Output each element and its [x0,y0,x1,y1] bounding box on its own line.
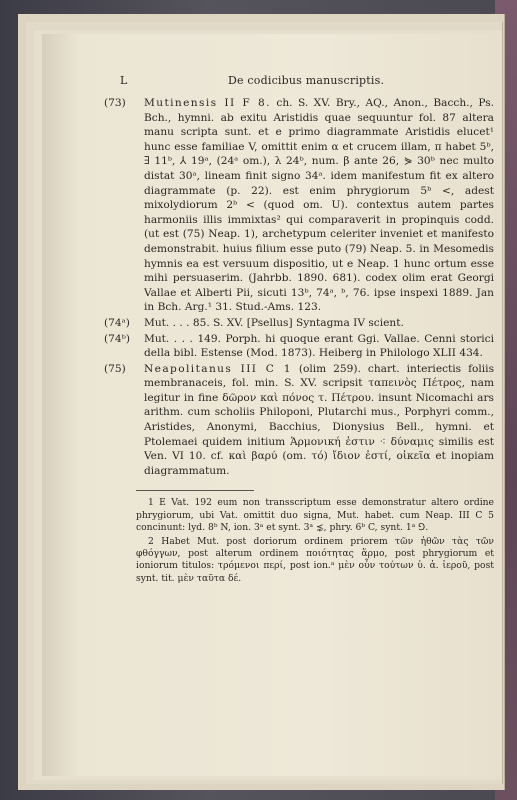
entry-body: Mut. . . . 85. S. XV. [Psellus] Syntagma IV scient. [144,316,404,329]
entry-number: (75) [104,362,126,375]
footnotes [104,497,494,584]
entry-number: (73) [104,97,126,109]
footnote-rule [136,490,254,491]
page-folio: L [120,74,128,87]
entry-lead: Neapolitanus III C 1 [144,362,292,375]
running-title: De codicibus manuscriptis. [228,74,385,87]
entry-body: Mut. . . . 149. Porph. hi quoque erant Ggi. Vallae. Cenni storici della bibl. Estense (Mod. 1873). Heiberg in Philologo XLII 434. [144,332,494,360]
entry-text [144,316,494,331]
catalog-entry [104,332,494,361]
running-head [42,74,500,88]
catalog-entry [104,316,494,331]
catalog-entry [104,362,494,479]
entry-body: (olim 259). chart. interiectis foliis membranaceis, fol. min. S. XV. scripsit ταπεινὸς Πέτρος, nam legitur in fine δῶρον καὶ πόνος τ. Πέτρου. insunt Nicomachi ars arithm. cum scholiis Philoponi, Plutarchi mus., Porphyri comm., Aristides, Anonymi, Bacchius, Dionysius Bell., hymni. et Ptolemaei quidem initium Ἁρμονική ἐστιν ⁖ δύναμις similis est Ven. VI 10. cf. καὶ βαρύ (om. τό) ἴδιον ἐστί, οἰκεῖα et inopiam diagrammatum. [144,362,495,477]
entry-lead: Mutinensis II F 8. [144,97,271,109]
book-page [42,34,500,776]
footnote: 1 E Vat. 192 eum non transscriptum esse demonstratur altero ordine phrygiorum, ubi Vat. omittit duo signa, Mut. habet. cum Neap. III C 5 concinunt: lyd. 8ᵇ N, ion. 3ᵃ et synt. 3ᵃ ⋨, phry. 6ᵇ C, synt. 1ᵃ ⅁. [136,497,494,533]
entry-text [144,362,494,479]
page-body [104,96,494,587]
entry-text [144,332,494,361]
entry-body: ch. S. XV. Bry., AQ., Anon., Bacch., Ps. Bch., hymni. ab exitu Aristidis quae sequuntur fol. 87 altera manu scripta sunt. et e primo diagrammate Aristidis elucet¹ hunc esse familiae V, omittit enim α et crucem illam, π habet 5ᵇ, ∃ 11ᵇ, ⅄ 19ᵃ, (24ᵃ om.), λ 24ᵇ, num. β ante 26, ⋟ 30ᵇ nec multo distat 30ᵃ, lineam finit signo 34ᵃ. idem manifestum fit ex altero diagrammate (p. 22). est enim phrygiorum 5ᵇ <, adest mixolydiorum 2ᵇ < (quod om. U). contextus autem partes harmoniis illis immixtas² qui comparaverit in propinquis codd. (ut est (75) Neap. 1), archetypum celeriter inveniet et manifesto demonstrabit. huius filium esse puto (79) Neap. 5. in Mesomedis hymnis ea est versuum dispositio, ut e Neap. 1 hunc ortum esse mihi persuaserim. (Jahrbb. 1890. 681). codex olim erat Georgi Vallae et Alberti Pii, sicuti 13ᵇ, 74ᵃ, ᵇ, 76. ipse inspexi 1889. Jan in Bch. Arg.¹ 31. Stud.-Ams. 123. [144,97,494,314]
entry-text [144,96,494,315]
footnote: 2 Habet Mut. post doriorum ordinem priorem τῶν ἠθῶν τὰς τῶν φθόγγων, post alterum ordinem ποιότητας ἅρμο, post phrygiorum et ioniorum titulos: τρόμενοι περί, post ion.ᵃ μὲν οὖν τούτων ὑ. ἀ. ἱεροῦ, post synt. tit. μὲν ταῦτα δέ. [136,536,494,584]
catalog-entry [104,96,494,315]
entry-number: (74ᵇ) [104,332,130,345]
entry-number: (74ᵃ) [104,316,130,329]
